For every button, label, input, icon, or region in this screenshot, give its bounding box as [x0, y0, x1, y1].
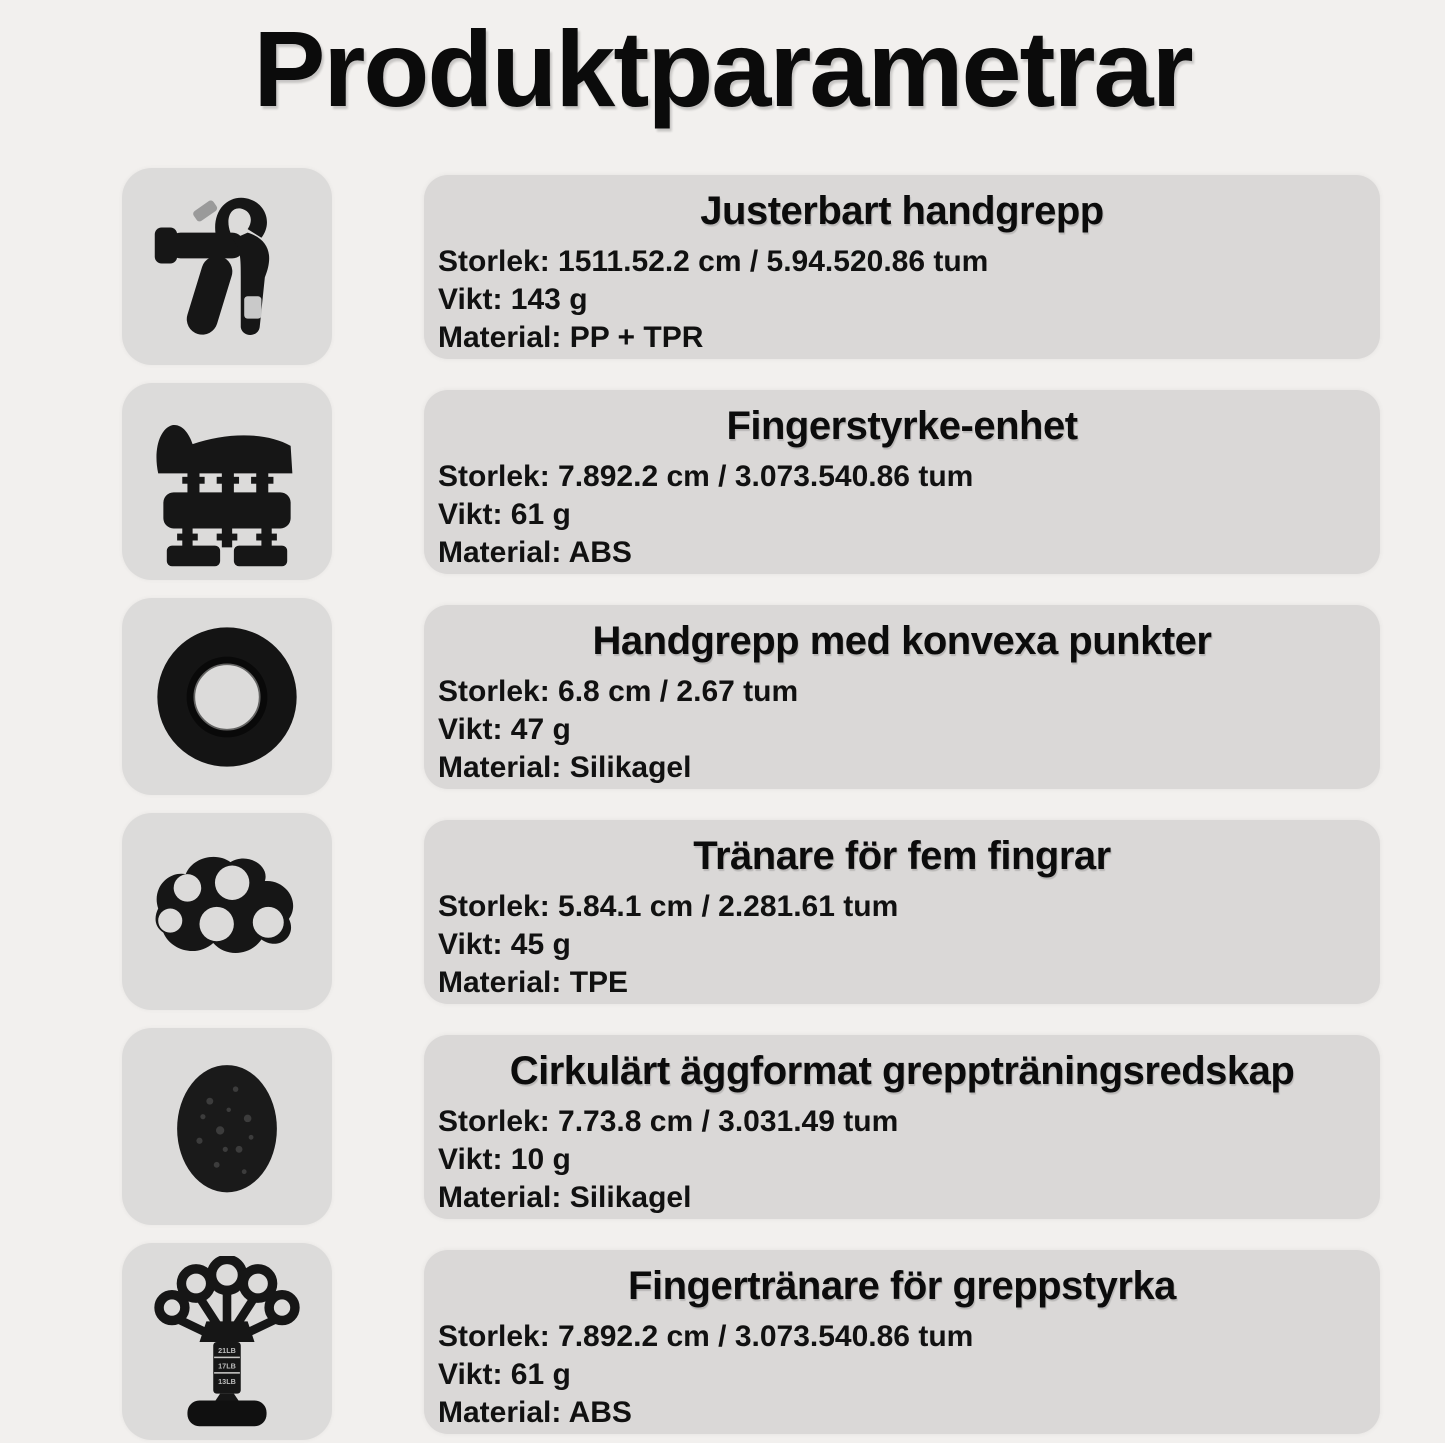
product-image-tile	[122, 598, 332, 795]
stretcher-weight-label: 13LB	[218, 1376, 236, 1386]
product-size: Storlek: 7.892.2 cm / 3.073.540.86 tum	[438, 459, 974, 493]
product-title: Tränare för fem fingrar	[693, 833, 1111, 878]
product-weight: Vikt: 45 g	[438, 927, 571, 961]
grip-egg-icon	[141, 1041, 313, 1213]
product-image-tile	[122, 1243, 332, 1440]
product-size: Storlek: 7.73.8 cm / 3.031.49 tum	[438, 1104, 899, 1138]
finger-strength-device-icon	[141, 396, 313, 568]
product-title: Cirkulärt äggformat greppträningsredskap	[509, 1048, 1295, 1093]
product-image-tile	[122, 813, 332, 1010]
product-size: Storlek: 6.8 cm / 2.67 tum	[438, 674, 799, 708]
product-image-tile	[122, 168, 332, 365]
product-rows	[0, 168, 1445, 1440]
finger-stretcher-icon	[141, 1256, 313, 1428]
product-weight: Vikt: 10 g	[438, 1142, 571, 1176]
product-weight: Vikt: 61 g	[438, 497, 571, 531]
product-row	[0, 1028, 1445, 1225]
product-image-tile	[122, 1028, 332, 1225]
grip-ring-icon	[141, 611, 313, 783]
product-weight: Vikt: 47 g	[438, 712, 571, 746]
product-material: Material: ABS	[438, 1395, 632, 1429]
product-material: Material: Silikagel	[438, 750, 692, 784]
stretcher-weight-label: 21LB	[218, 1345, 236, 1355]
product-row	[0, 168, 1445, 365]
product-size: Storlek: 1511.52.2 cm / 5.94.520.86 tum	[438, 244, 989, 278]
page-title: Produktparametrar	[253, 8, 1192, 129]
product-image-tile	[122, 383, 332, 580]
product-material: Material: ABS	[438, 535, 632, 569]
hand-gripper-icon	[141, 181, 313, 353]
stretcher-weight-label: 17LB	[218, 1361, 236, 1371]
product-info-card	[424, 390, 1380, 574]
five-finger-trainer-icon	[141, 826, 313, 998]
product-info-card	[424, 605, 1380, 789]
product-title: Fingertränare för greppstyrka	[628, 1263, 1176, 1308]
product-row	[0, 1243, 1445, 1440]
product-material: Material: Silikagel	[438, 1180, 692, 1214]
product-info-card	[424, 1035, 1380, 1219]
product-info-card	[424, 175, 1380, 359]
product-title: Justerbart handgrepp	[700, 188, 1104, 233]
product-material: Material: TPE	[438, 965, 629, 999]
product-row	[0, 598, 1445, 795]
product-row	[0, 383, 1445, 580]
product-title: Fingerstyrke-enhet	[726, 403, 1078, 448]
product-size: Storlek: 5.84.1 cm / 2.281.61 tum	[438, 889, 899, 923]
product-title: Handgrepp med konvexa punkter	[592, 618, 1212, 663]
product-weight: Vikt: 143 g	[438, 282, 588, 316]
product-size: Storlek: 7.892.2 cm / 3.073.540.86 tum	[438, 1319, 974, 1353]
product-weight: Vikt: 61 g	[438, 1357, 571, 1391]
product-info-card	[424, 820, 1380, 1004]
product-info-card	[424, 1250, 1380, 1434]
product-row	[0, 813, 1445, 1010]
product-material: Material: PP + TPR	[438, 320, 704, 354]
